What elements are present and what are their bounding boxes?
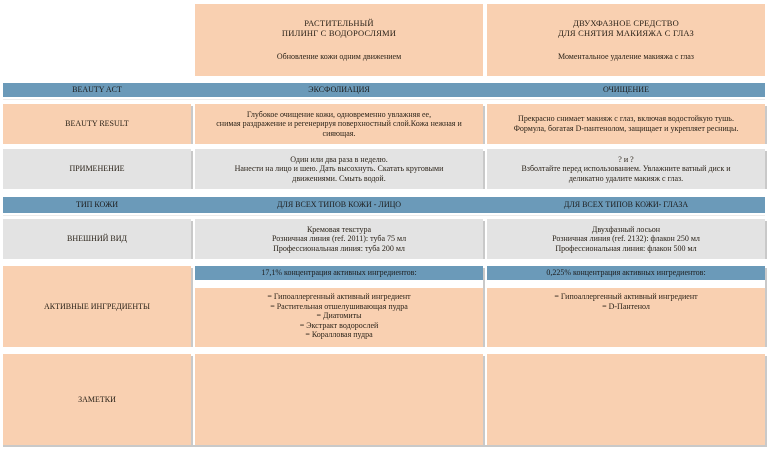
- label-skin-type: ТИП КОЖИ: [3, 197, 191, 213]
- label-appearance: ВНЕШНИЙ ВИД: [3, 219, 191, 259]
- ingredients-col2-list: = Гипоаллергенный активный ингредиент = D-Пантенол: [487, 288, 765, 347]
- product-header-remover: [487, 4, 765, 76]
- product-title-peeling: РАСТИТЕЛЬНЫЙ ПИЛИНГ С ВОДОРОСЛЯМИ: [281, 18, 397, 39]
- label-ingredients: АКТИВНЫЕ ИНГРЕДИЕНТЫ: [3, 266, 191, 347]
- ingredients-col1-header: 17,1% концентрация активных ингредиентов:: [195, 266, 483, 280]
- product-subtitle-peeling: Обновление кожи одним движением: [276, 52, 402, 62]
- beauty-result-col1: Глубокое очищение кожи, одновременно увлажняя ее, снимая раздражение и регенерируя поверхностный слой.Кожа нежная и сияющая.: [195, 104, 483, 144]
- product-title-remover: ДВУХФАЗНОЕ СРЕДСТВО ДЛЯ СНЯТИЯ МАКИЯЖА С ГЛАЗ: [557, 18, 695, 39]
- beauty-act-col2: ОЧИЩЕНИЕ: [487, 83, 765, 97]
- application-col1: Один или два раза в неделю. Нанести на лицо и шею. Дать высохнуть. Скатать круговыми движениями. Смыть водой.: [195, 149, 483, 189]
- label-application: ПРИМЕНЕНИЕ: [3, 149, 191, 189]
- label-beauty-act: BEAUTY ACT: [3, 83, 191, 97]
- beauty-result-col2: Прекрасно снимает макияж с глаз, включая водостойкую тушь. Формула, богатая D-пантенолом, защищает и укрепляет ресницы.: [487, 104, 765, 144]
- skin-type-col2: ДЛЯ ВСЕХ ТИПОВ КОЖИ- ГЛАЗА: [487, 197, 765, 213]
- label-notes: ЗАМЕТКИ: [3, 354, 191, 445]
- appearance-col2: Двухфазный лосьон Розничная линия (ref. 2132): флакон 250 мл Профессиональная линия: флакон 500 мл: [487, 219, 765, 259]
- product-header-peeling: [195, 4, 483, 76]
- notes-col2[interactable]: [487, 354, 765, 445]
- skin-type-col1: ДЛЯ ВСЕХ ТИПОВ КОЖИ - ЛИЦО: [195, 197, 483, 213]
- notes-col1[interactable]: [195, 354, 483, 445]
- application-col2: ? и ? Взболтайте перед использованием. Увлажните ватный диск и деликатно удалите макияж с глаз.: [487, 149, 765, 189]
- ingredients-col2-header: 0,225% концентрация активных ингредиентов:: [487, 266, 765, 280]
- ingredients-col1-list: = Гипоаллергенный активный ингредиент = Растительная отшелушивающая пудра = Диатомиты = Экстракт водорослей = Коралловая пудра: [195, 288, 483, 347]
- label-beauty-result: BEAUTY RESULT: [3, 104, 191, 144]
- appearance-col1: Кремовая текстура Розничная линия (ref. 2011): туба 75 мл Профессиональная линия: туба 200 мл: [195, 219, 483, 259]
- product-subtitle-remover: Моментальное удаление макияжа с глаз: [558, 52, 694, 62]
- beauty-act-col1: ЭКСФОЛИАЦИЯ: [195, 83, 483, 97]
